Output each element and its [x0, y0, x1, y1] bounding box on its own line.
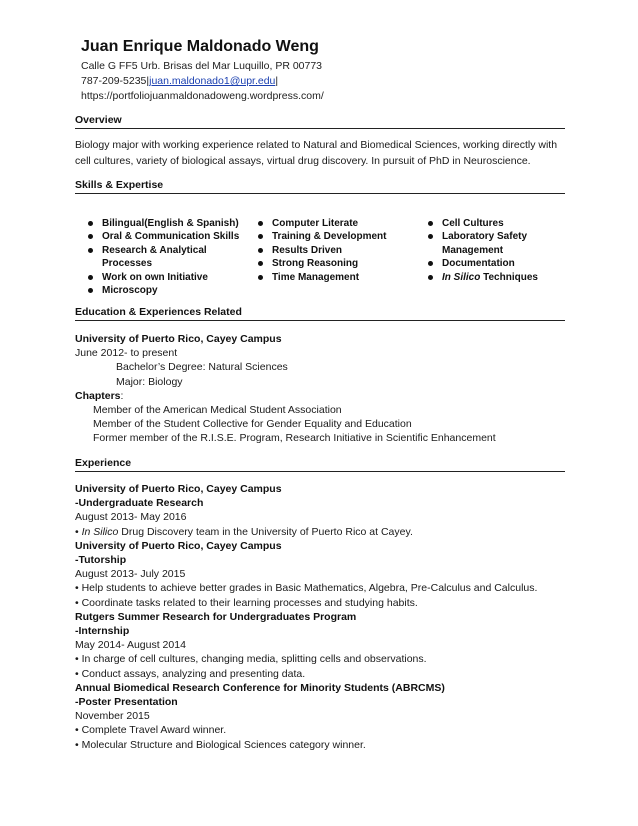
list-item: Strong Reasoning: [250, 257, 420, 270]
list-item: Time Management: [250, 271, 420, 284]
exp-4-org: Annual Biomedical Research Conference for Minority Students (ABRCMS): [75, 681, 445, 694]
exp-1-dates: August 2013- May 2016: [75, 511, 187, 524]
exp-2-bullet-1: • Help students to achieve better grades in Basic Mathematics, Algebra, Pre-Calculus and Calculus.: [75, 582, 538, 595]
exp-3-role: -Internship: [75, 625, 130, 638]
education-school: University of Puerto Rico, Cayey Campus: [75, 333, 282, 345]
exp-3-bullet-2: • Conduct assays, analyzing and presenting data.: [75, 667, 306, 680]
list-item: Oral & Communication Skills: [80, 230, 255, 243]
experience-section: [75, 482, 575, 752]
exp-1-bullet-text: Drug Discovery team in the University of Puerto Rico at Cayey.: [118, 525, 413, 538]
list-item: Work on own Initiative: [80, 271, 255, 284]
education-degree: Bachelor’s Degree: Natural Sciences: [116, 361, 288, 374]
bullet-mark: •: [75, 525, 82, 538]
address: Calle G FF5 Urb. Brisas del Mar Luquillo, PR 00773: [81, 60, 323, 72]
phone-email-line: [81, 74, 324, 89]
techniques-text: Techniques: [480, 271, 538, 283]
applicant-name: Juan Enrique Maldonado Weng: [81, 38, 319, 55]
chapter-item: Member of the American Medical Student Association: [93, 404, 342, 417]
chapter-item: Member of the Student Collective for Gender Equality and Education: [93, 418, 412, 431]
exp-2-bullet-2: • Coordinate tasks related to their learning processes and studying habits.: [75, 596, 418, 609]
email-link[interactable]: juan.maldonado1@upr.edu: [149, 75, 276, 87]
skills-heading: Skills & Expertise: [75, 179, 565, 194]
exp-2-role: -Tutorship: [75, 554, 127, 567]
chapters-colon: :: [120, 389, 124, 402]
contact-info: [81, 59, 324, 104]
list-item: Bilingual(English & Spanish): [80, 217, 255, 230]
exp-2-org: University of Puerto Rico, Cayey Campus: [75, 539, 282, 552]
education-section: [75, 332, 575, 446]
list-item: Results Driven: [250, 244, 420, 257]
exp-2-dates: August 2013- July 2015: [75, 568, 186, 581]
exp-1-role: -Undergraduate Research: [75, 497, 204, 510]
in-silico-italic: In Silico: [81, 525, 119, 538]
exp-4-bullet-2: • Molecular Structure and Biological Sciences category winner.: [75, 738, 366, 751]
chapter-item: Former member of the R.I.S.E. Program, Research Initiative in Scientific Enhancement: [93, 432, 496, 445]
exp-1-org: University of Puerto Rico, Cayey Campus: [75, 483, 282, 495]
overview-line-2: cell cultures, variety of biological assays, virtual drug discovery. In pursuit of PhD in Neuroscience.: [75, 155, 531, 167]
separator: |: [146, 75, 150, 87]
skills-column-1: [80, 217, 255, 297]
chapters-label: Chapters: [75, 389, 121, 402]
exp-3-bullet-1: • In charge of cell cultures, changing media, splitting cells and observations.: [75, 653, 427, 666]
list-item: Cell Cultures: [420, 217, 570, 230]
in-silico-italic: In Silico: [442, 271, 481, 283]
phone: 787-209-5235: [81, 75, 147, 87]
list-item: Documentation: [420, 257, 570, 270]
chapters-label-line: [75, 389, 575, 403]
overview-heading: Overview: [75, 114, 565, 129]
exp-3-org: Rutgers Summer Research for Undergraduates Program: [75, 610, 357, 623]
list-item: Microscopy: [80, 284, 255, 297]
education-dates: June 2012- to present: [75, 347, 178, 360]
email-suffix: |: [275, 75, 279, 87]
education-heading: Education & Experiences Related: [75, 306, 565, 321]
list-item: Research & Analytical Processes: [80, 244, 232, 271]
exp-1-bullet: [75, 525, 575, 539]
exp-4-role: -Poster Presentation: [75, 696, 178, 709]
list-item: [420, 271, 570, 284]
overview-line-1: Biology major with working experience related to Natural and Biomedical Sciences, working directly with: [75, 139, 558, 151]
skills-column-3: [420, 217, 570, 284]
exp-3-dates: May 2014- August 2014: [75, 639, 186, 652]
list-item: Computer Literate: [250, 217, 420, 230]
exp-4-dates: November 2015: [75, 710, 150, 723]
exp-4-bullet-1: • Complete Travel Award winner.: [75, 724, 227, 737]
experience-heading: Experience: [75, 457, 565, 472]
list-item: Training & Development: [250, 230, 420, 243]
website[interactable]: https://portfoliojuanmaldonadoweng.wordpress.com/: [81, 90, 324, 102]
skills-column-2: [250, 217, 420, 284]
overview-text: [75, 137, 567, 169]
education-major: Major: Biology: [116, 375, 183, 388]
list-item: Laboratory Safety Management: [420, 230, 552, 257]
